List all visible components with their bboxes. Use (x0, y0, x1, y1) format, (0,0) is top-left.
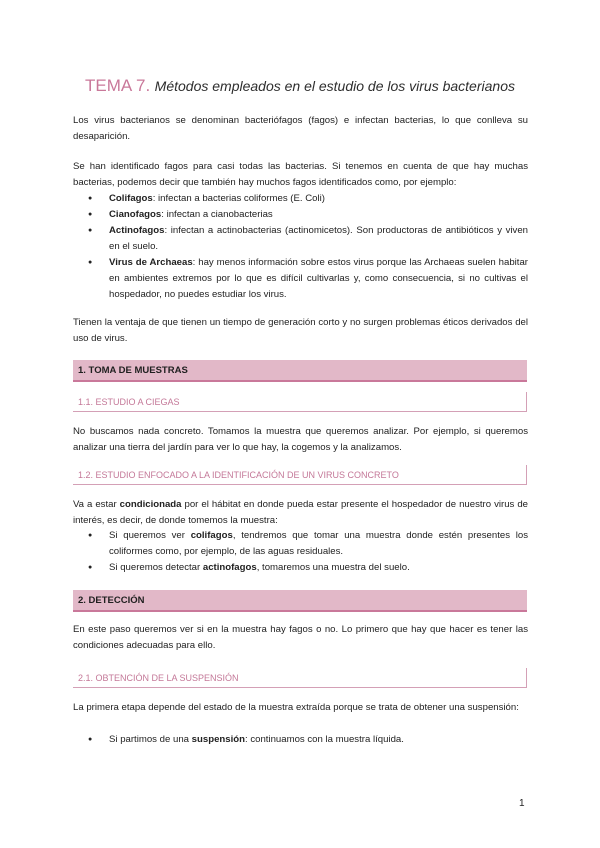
deteccion-text: En este paso queremos ver si en la muestra hay fagos o no. Lo primero que hay que hacer es tener las condiciones adecuadas para ello. (73, 624, 528, 651)
sampling-list (73, 528, 528, 576)
suspension-list (73, 732, 528, 748)
estudio-enfocado-text: Va a estar condicionada por el hábitat en donde pueda estar presente el hospedador de nuestro virus de interés, es decir, de donde tomemos la muestra: (73, 499, 528, 526)
intro-paragraph-3: Tienen la ventaja de que tienen un tiempo de generación corto y no surgen problemas éticos derivados del uso de virus. (73, 317, 528, 344)
section-heading-toma-de-muestras: 1. TOMA DE MUESTRAS (73, 360, 527, 382)
page-title (0, 76, 600, 96)
section-heading-deteccion: 2. DETECCIÓN (73, 590, 527, 612)
title-text: Métodos empleados en el estudio de los virus bacterianos (154, 78, 515, 94)
subsection-heading-estudio-enfocado: 1.2. ESTUDIO ENFOCADO A LA IDENTIFICACIÓN DE UN VIRUS CONCRETO (73, 465, 527, 485)
subsection-heading-estudio-a-ciegas: 1.1. ESTUDIO A CIEGAS (73, 392, 527, 412)
list-item: ● Cianofagos: infectan a cianobacterias (73, 207, 528, 223)
list-item: ● Si queremos detectar actinofagos, tomaremos una muestra del suelo. (73, 560, 528, 576)
list-item: ● Si queremos ver colifagos, tendremos que tomar una muestra donde estén presentes los coliformes como, por ejemplo, de las aguas residuales. (73, 528, 528, 560)
list-item: ● Virus de Archaeas: hay menos información sobre estos virus porque las Archaeas suelen habitar en ambientes extremos por lo que es difícil cultivarlas y, como consecuencia, si no cultivas el hospedador, no puedes estudiar los virus. (73, 255, 528, 303)
phage-list (73, 191, 528, 303)
intro-paragraph-2: Se han identificado fagos para casi todas las bacterias. Si tenemos en cuenta de que hay muchas bacterias, podemos decir que también hay muchos fagos identificados como, por ejemplo: (73, 161, 528, 188)
page-number: 1 (519, 798, 525, 809)
list-item: ● Actinofagos: infectan a actinobacterias (actinomicetos). Son productoras de antibióticos y viven en el suelo. (73, 223, 528, 255)
intro-paragraph-1: Los virus bacterianos se denominan bacteriófagos (fagos) e infectan bacterias, lo que conlleva su desaparición. (73, 115, 528, 142)
subsection-heading-obtencion-suspension: 2.1. OBTENCIÓN DE LA SUSPENSIÓN (73, 668, 527, 688)
list-item: ● Si partimos de una suspensión: continuamos con la muestra líquida. (73, 732, 528, 748)
list-item: ● Colifagos: infectan a bacterias coliformes (E. Coli) (73, 191, 528, 207)
obtencion-suspension-text: La primera etapa depende del estado de la muestra extraída porque se trata de obtener una suspensión: (73, 702, 519, 713)
estudio-a-ciegas-text: No buscamos nada concreto. Tomamos la muestra que queremos analizar. Por ejemplo, si queremos analizar una tierra del jardín para ver lo que hay, la cogemos y la analizamos. (73, 426, 528, 453)
title-prefix: TEMA 7. (85, 76, 151, 95)
